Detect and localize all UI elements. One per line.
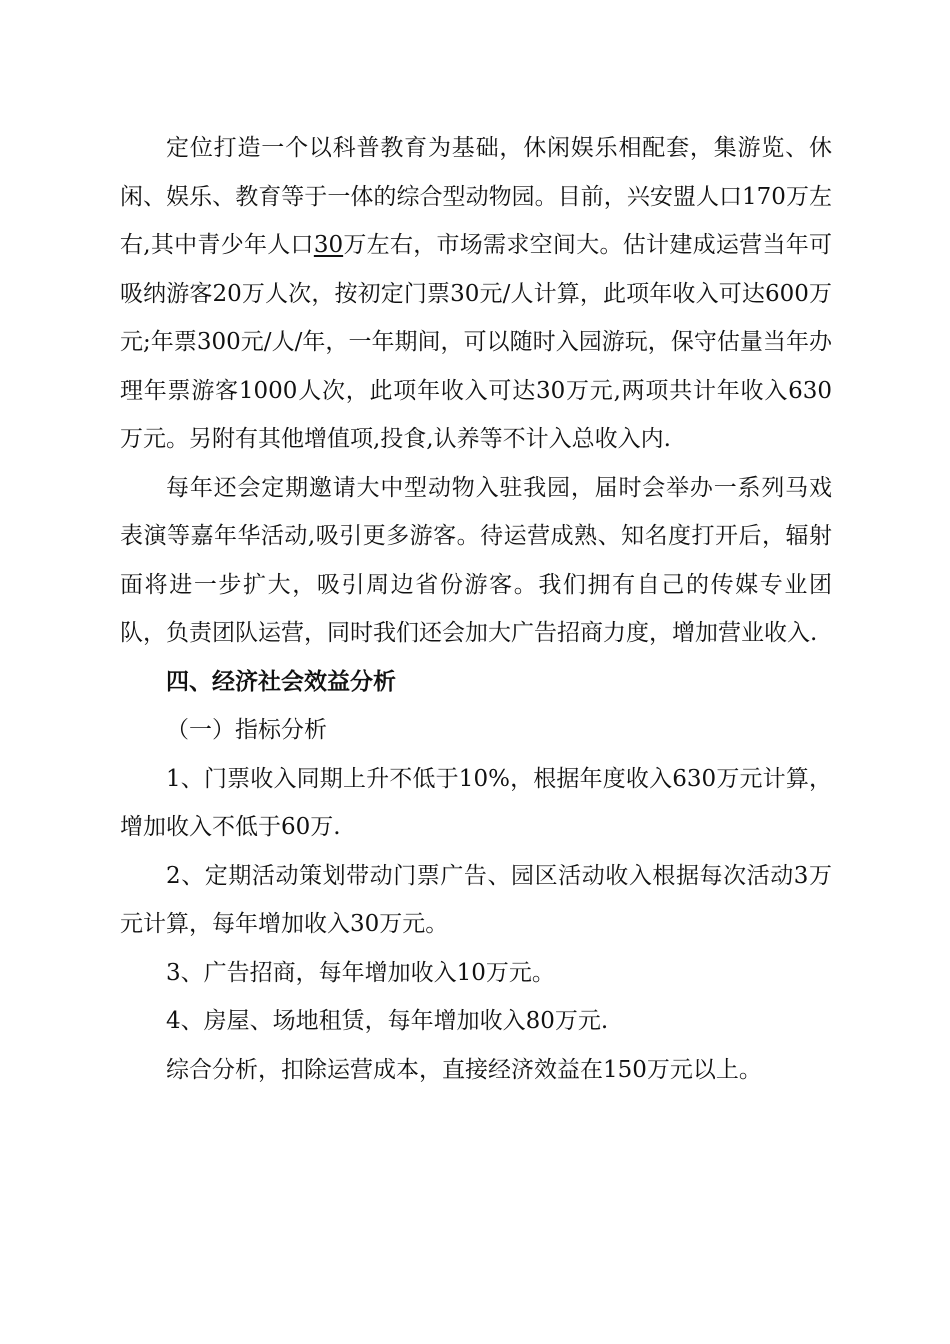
- paragraph-revenue-text-b: 万左右，市场需求空间大。估计建成运营当年可吸纳游客20万人次，按初定门票30元/人计算，此项年收入可达600万元;年票300元/人/年，一年期间，可以随时入园游玩，保守估量当年办理年票游客1000人次，此项年收入可达30万元,两项共计年收入630万元。另附有其他增值项,投食,认养等不计入总收入内.: [120, 232, 833, 452]
- section-heading: 四、经济社会效益分析: [166, 668, 396, 695]
- paragraph-revenue-estimate: [120, 124, 832, 464]
- list-item-event-revenue: 2、定期活动策划带动门票广告、园区活动收入根据每次活动3万元计算，每年增加收入30万元。: [120, 862, 832, 937]
- document-page: [120, 124, 832, 1094]
- list-item-rental: 4、房屋、场地租赁，每年增加收入80万元.: [166, 1008, 609, 1034]
- paragraph-revenue-text-a: 定位打造一个以科普教育为基础，休闲娱乐相配套，集游览、休闲、娱乐、教育等于一体的综合型动物园。目前，兴安盟人口170万左右,其中青少年人口: [120, 135, 832, 258]
- paragraph-summary: 综合分析，扣除运营成本，直接经济效益在150万元以上。: [166, 1056, 762, 1083]
- list-item-advertising: 3、广告招商，每年增加收入10万元。: [166, 959, 555, 986]
- paragraph-marketing: 每年还会定期邀请大中型动物入驻我园，届时会举办一系列马戏表演等嘉年华活动,吸引更多游客。待运营成熟、知名度打开后，辐射面将进一步扩大，吸引周边省份游客。我们拥有自己的传媒专业团队，负责团队运营，同时我们还会加大广告招商力度，增加营业收入.: [120, 474, 832, 646]
- list-item-ticket-revenue: 1、门票收入同期上升不低于10%，根据年度收入630万元计算，增加收入不低于60万.: [120, 765, 832, 840]
- subsection-heading: （一）指标分析: [166, 717, 327, 743]
- underlined-number: 30: [313, 232, 344, 258]
